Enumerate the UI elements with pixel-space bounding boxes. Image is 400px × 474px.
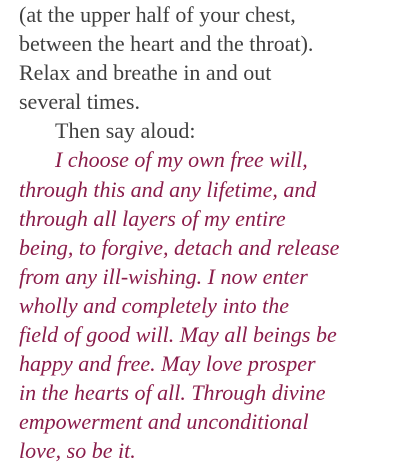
body-text-line: Relax and breathe in and out bbox=[19, 60, 272, 86]
prayer-line: from any ill-wishing. I now enter bbox=[19, 263, 308, 289]
body-text-line: several times. bbox=[19, 89, 140, 115]
prayer-line: I choose of my own free will, bbox=[55, 147, 308, 173]
prayer-line: happy and free. May love prosper bbox=[19, 351, 316, 377]
instruction-line: Then say aloud: bbox=[55, 118, 196, 144]
prayer-line: through this and any lifetime, and bbox=[19, 176, 317, 202]
prayer-line: wholly and completely into the bbox=[19, 292, 290, 318]
body-text-line: (at the upper half of your chest, bbox=[19, 2, 296, 27]
prayer-line: field of good will. May all beings be bbox=[19, 322, 337, 348]
prayer-line: in the hearts of all. Through divine bbox=[19, 380, 326, 406]
prayer-line: love, so be it. bbox=[19, 438, 136, 464]
prayer-line: through all layers of my entire bbox=[19, 205, 286, 231]
prayer-line: empowerment and unconditional bbox=[19, 409, 309, 435]
body-text-line: between the heart and the throat). bbox=[19, 31, 314, 57]
prayer-line: being, to forgive, detach and release bbox=[19, 234, 340, 260]
